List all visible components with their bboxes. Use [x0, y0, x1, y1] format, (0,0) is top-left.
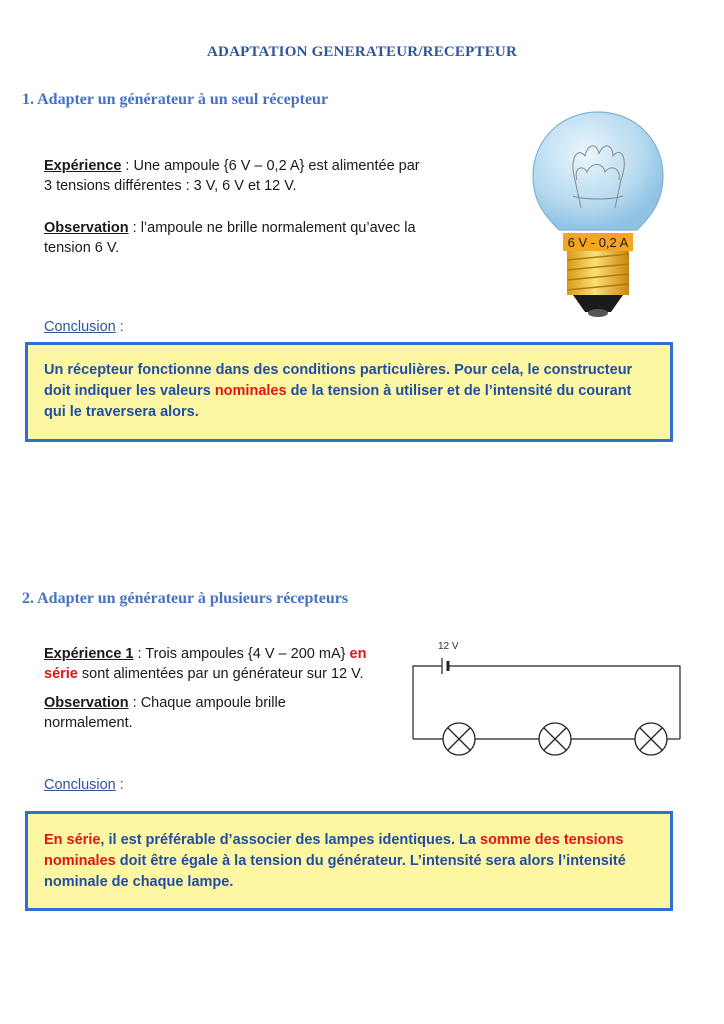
- section-1-heading: 1. Adapter un générateur à un seul récepteur: [22, 91, 329, 108]
- highlight-nominales: nominales: [214, 383, 287, 399]
- highlight-somme-tensions: somme des tensions nominales: [44, 832, 624, 869]
- light-bulb-illustration: [525, 108, 671, 322]
- section-2-heading: 2. Adapter un générateur à plusieurs récepteurs: [22, 590, 349, 607]
- experience-text-line-2: 3 tensions différentes : 3 V, 6 V et 12 V.: [44, 178, 297, 194]
- observation-label-2: Observation: [44, 695, 129, 711]
- section-2-experience: Expérience 1 : Trois ampoules {4 V – 200 mA} en série sont alimentées par un générateur sur 12 V.: [44, 646, 367, 682]
- highlight-en-serie: En série: [44, 832, 101, 848]
- section-2-conclusion-label: Conclusion :: [44, 777, 124, 793]
- document-title: ADAPTATION GENERATEUR/RECEPTEUR: [207, 44, 517, 60]
- observation-label: Observation: [44, 220, 129, 236]
- bulb-rating-label: 6 V - 0,2 A: [567, 235, 629, 250]
- series-circuit-diagram: [408, 636, 688, 764]
- lamp-icon-3: [635, 723, 667, 755]
- observation-text-line-1: : l’ampoule ne brille normalement qu’avec la: [128, 220, 416, 236]
- lamp-icon-1: [443, 723, 475, 755]
- experience-label: Expérience: [44, 158, 122, 174]
- battery-icon: [442, 658, 448, 674]
- section-1-experience: [44, 156, 484, 196]
- section-1-conclusion-label: Conclusion :: [44, 319, 124, 335]
- section-1-observation: [44, 218, 484, 258]
- experience-text-line-1: : Une ampoule {6 V – 0,2 A} est alimentée par: [121, 158, 420, 174]
- experience-1-label: Expérience 1: [44, 646, 134, 662]
- observation-text-line-2: tension 6 V.: [44, 240, 120, 256]
- bulb-glass: [533, 112, 663, 230]
- section-1-conclusion-box: Un récepteur fonctionne dans des conditions particulières. Pour cela, le constructeur doit indiquer les valeurs nominales de la tension à utiliser et de l’intensité du courant qui le traversera alors.: [25, 342, 673, 442]
- circuit-voltage-label: 12 V: [438, 641, 459, 652]
- lamp-icon-2: [539, 723, 571, 755]
- section-2-conclusion-box: En série, il est préférable d’associer des lampes identiques. La somme des tensions nominales doit être égale à la tension du générateur. L’intensité sera alors l’intensité nominale de chaque lampe.: [25, 811, 673, 911]
- section-2-observation: Observation : Chaque ampoule brille normalement.: [44, 695, 286, 731]
